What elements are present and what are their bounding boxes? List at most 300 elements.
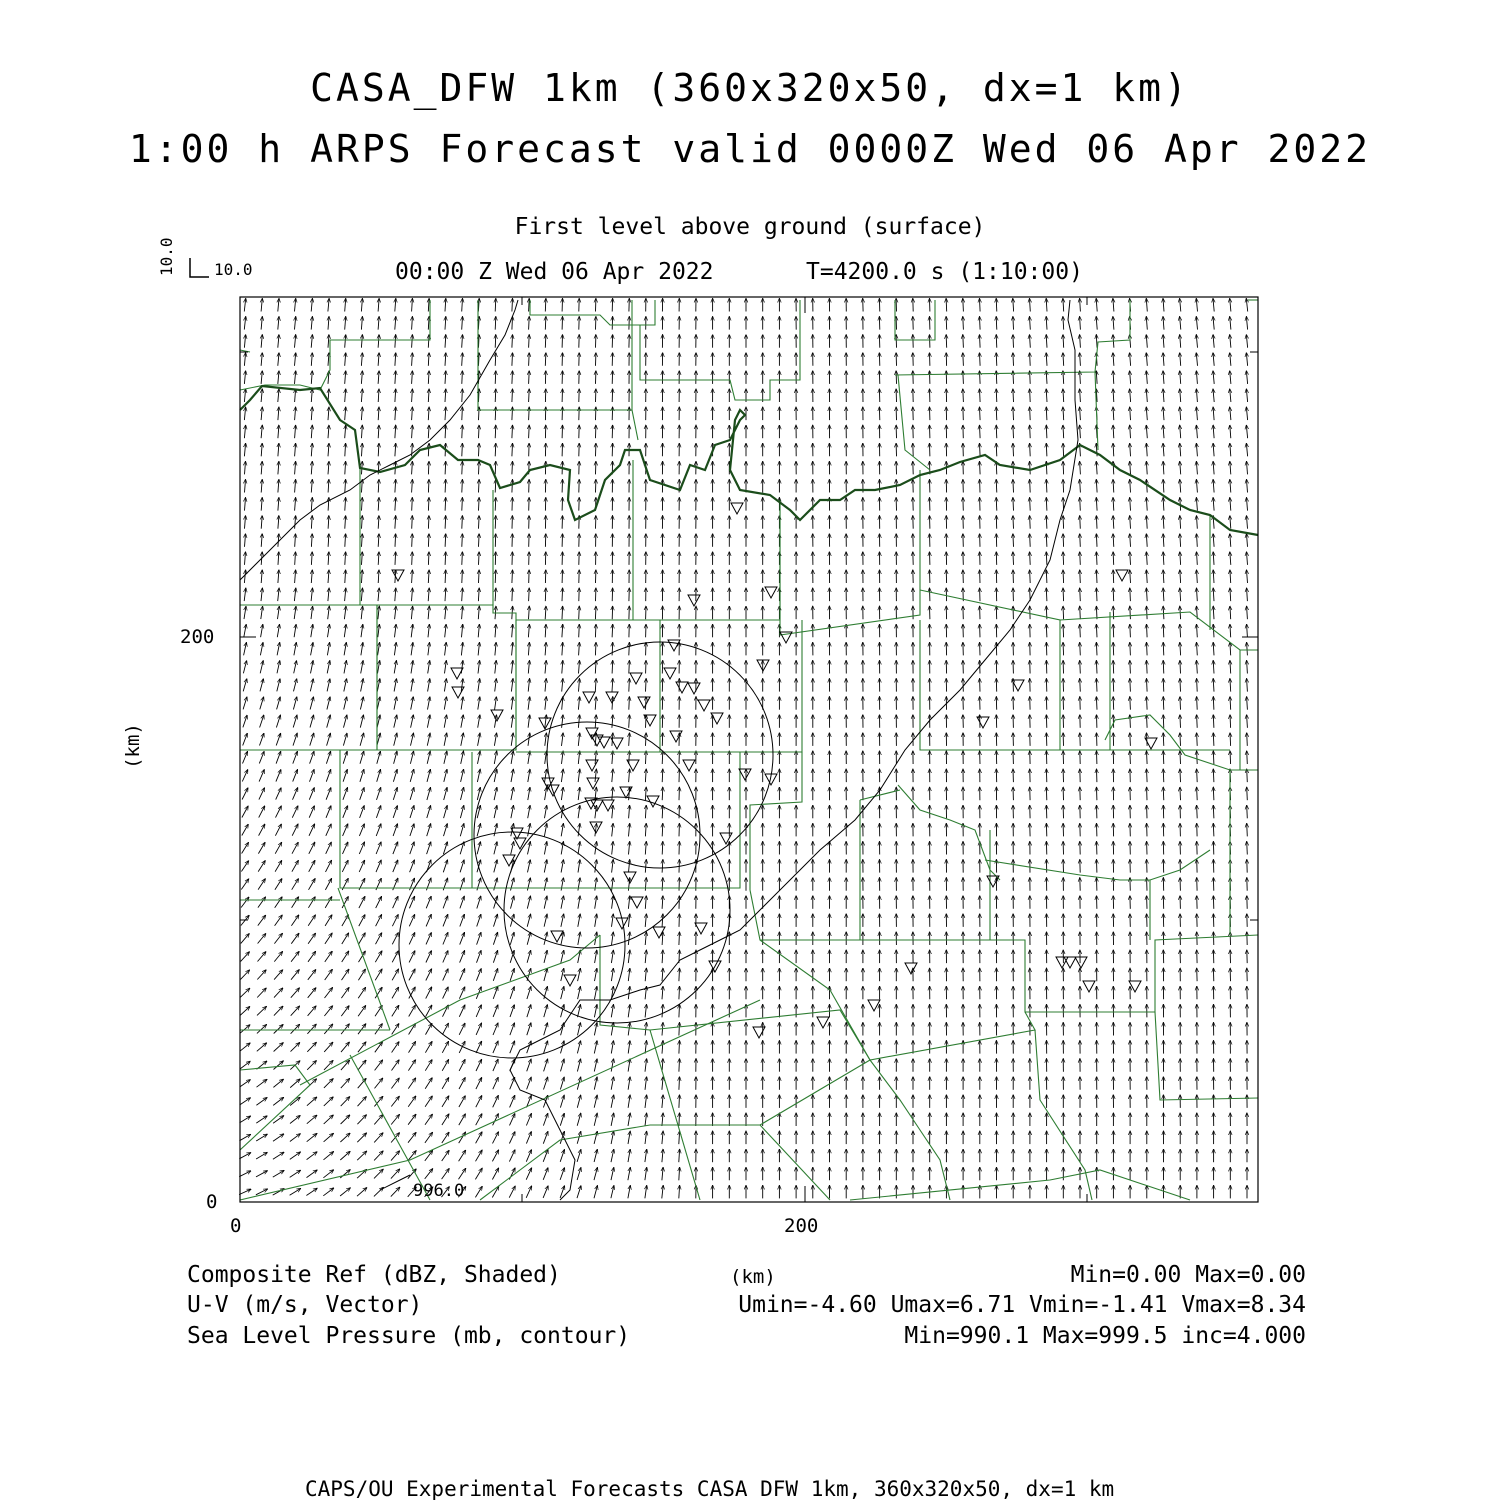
wind-vector (1213, 498, 1214, 511)
wind-vector (361, 407, 362, 420)
wind-vector (412, 425, 413, 438)
wind-vector (578, 769, 580, 782)
wind-vector (1113, 480, 1114, 493)
wind-vector (261, 425, 262, 438)
wind-vector (393, 824, 397, 836)
wind-vector (1080, 642, 1081, 655)
wind-vector (1247, 769, 1248, 782)
wind-vector (1196, 407, 1197, 420)
wind-vector (1113, 299, 1114, 312)
wind-vector (1197, 570, 1198, 583)
wind-vector (528, 642, 529, 655)
wind-vector (646, 733, 647, 746)
wind-vector (328, 353, 329, 366)
wind-vector (544, 1059, 548, 1071)
wind-vector (259, 770, 264, 782)
wind-vector (1163, 697, 1164, 710)
contour-label: 996.0 (413, 1181, 465, 1201)
wind-vector (1063, 552, 1064, 565)
wind-vector (578, 1005, 581, 1018)
wind-vector (1230, 588, 1231, 601)
radar-site-triangle-icon (1064, 957, 1076, 968)
wind-vector (311, 425, 312, 438)
wind-vector (395, 552, 396, 565)
wind-vector (478, 642, 479, 655)
wind-vector (1130, 715, 1131, 728)
wind-vector (340, 1151, 350, 1160)
wind-vector (308, 915, 315, 926)
wind-vector (1030, 570, 1031, 583)
wind-vector (326, 860, 332, 872)
wind-vector (444, 787, 447, 800)
wind-vector (1146, 407, 1147, 420)
wind-vector (1080, 679, 1081, 692)
wind-vector (362, 516, 363, 529)
wind-vector (527, 1077, 532, 1089)
wind-vector (295, 461, 296, 474)
wind-vector (1246, 353, 1247, 366)
wind-vector (1247, 588, 1248, 601)
wind-vector (242, 770, 247, 782)
wind-vector (345, 516, 346, 529)
wind-vector (1180, 353, 1181, 366)
wind-vector (327, 715, 331, 728)
radar-site-triangle-icon (977, 717, 989, 728)
wind-vector (328, 570, 329, 583)
wind-vector (444, 769, 447, 782)
wind-vector (545, 606, 546, 619)
wind-vector (495, 570, 496, 583)
wind-vector (495, 353, 496, 366)
wind-vector (1046, 516, 1047, 529)
wind-vector (278, 389, 279, 402)
wind-vector (428, 335, 429, 348)
wind-vector (527, 914, 530, 927)
wind-vector (1213, 733, 1214, 746)
radar-site-triangle-icon (491, 710, 503, 721)
wind-vector (408, 1060, 415, 1071)
wind-vector (628, 932, 630, 945)
wind-vector (529, 299, 530, 312)
wind-vector (409, 969, 415, 980)
wind-vector (612, 896, 614, 909)
wind-vector (427, 769, 430, 782)
wind-vector (428, 606, 429, 619)
reference-vector-x-label: 10.0 (214, 260, 253, 279)
wind-vector (662, 1167, 663, 1180)
wind-vector (1213, 697, 1214, 710)
wind-vector (461, 787, 464, 800)
legend-stats-reflectivity: Min=0.00 Max=0.00 (1070, 1262, 1306, 1288)
wind-vector (278, 588, 279, 601)
wind-vector (376, 842, 381, 854)
wind-vector (493, 1077, 498, 1089)
wind-vector (443, 951, 448, 963)
wind-vector (345, 588, 346, 601)
wind-vector (1096, 570, 1097, 583)
wind-vector (1180, 516, 1181, 529)
wind-vector (341, 1097, 350, 1106)
wind-vector (561, 950, 564, 963)
wind-vector (594, 1041, 597, 1054)
wind-vector (395, 588, 396, 601)
wind-vector (1030, 299, 1031, 312)
wind-vector (261, 299, 262, 312)
wind-vector (511, 878, 514, 891)
wind-vector (293, 733, 297, 745)
wind-vector (460, 951, 465, 963)
wind-vector (243, 715, 247, 727)
wind-vector (477, 914, 481, 926)
wind-vector (377, 788, 381, 800)
radar-site-triangle-icon (452, 687, 464, 698)
wind-vector (1180, 769, 1181, 782)
wind-vector (594, 1186, 597, 1199)
wind-vector (242, 806, 248, 817)
wind-vector (1230, 642, 1231, 655)
wind-vector (510, 1114, 515, 1126)
wind-vector (290, 1189, 301, 1196)
wind-vector (477, 824, 480, 837)
wind-vector (428, 498, 429, 511)
wind-vector (577, 1168, 581, 1180)
wind-vector (1030, 516, 1031, 529)
wind-vector (512, 461, 513, 474)
wind-vector (1147, 606, 1148, 619)
wind-vector (679, 1077, 680, 1090)
wind-vector (495, 335, 496, 348)
wind-vector (359, 897, 365, 909)
wind-vector (594, 1059, 597, 1072)
wind-vector (308, 1006, 316, 1016)
wind-vector (395, 335, 396, 348)
wind-vector (679, 1167, 680, 1180)
wind-vector (611, 1113, 614, 1126)
wind-vector (245, 552, 246, 565)
wind-vector (1063, 299, 1064, 312)
wind-vector (395, 480, 396, 493)
wind-vector (1180, 407, 1181, 420)
wind-vector (1063, 317, 1064, 330)
wind-vector (462, 461, 463, 474)
wind-vector (345, 317, 346, 330)
wind-vector (1096, 335, 1097, 348)
wind-vector (307, 1115, 317, 1123)
wind-vector (311, 534, 312, 547)
wind-vector (294, 606, 296, 619)
wind-vector (461, 751, 464, 764)
wind-vector (278, 371, 279, 384)
wind-vector (328, 480, 329, 493)
wind-vector (239, 1171, 251, 1177)
radar-site-triangle-icon (731, 503, 743, 514)
wind-vector (679, 1131, 680, 1144)
wind-vector (344, 643, 346, 656)
wind-vector (662, 950, 663, 963)
wind-vector (1113, 570, 1114, 583)
wind-vector (274, 1043, 284, 1052)
wind-vector (309, 879, 316, 890)
wind-vector (544, 914, 547, 927)
wind-vector (495, 661, 496, 674)
wind-vector (1013, 407, 1014, 420)
wind-vector (1030, 335, 1031, 348)
wind-vector (543, 1186, 548, 1198)
wind-vector (461, 769, 464, 782)
wind-vector (545, 751, 547, 764)
wind-vector (408, 1114, 416, 1124)
wind-vector (412, 353, 413, 366)
wind-vector (377, 697, 380, 710)
wind-vector (1147, 715, 1148, 728)
wind-vector (326, 806, 331, 818)
wind-vector (544, 1023, 548, 1035)
wind-vector (646, 697, 647, 710)
wind-vector (375, 951, 382, 962)
wind-vector (462, 299, 463, 312)
wind-vector (963, 299, 964, 312)
wind-vector (562, 751, 564, 764)
wind-vector (245, 534, 246, 547)
wind-vector (1180, 679, 1181, 692)
wind-vector (240, 1061, 250, 1069)
wind-vector (410, 824, 414, 836)
wind-vector (426, 951, 432, 963)
wind-vector (261, 461, 262, 474)
wind-vector (460, 914, 465, 926)
wind-vector (462, 335, 463, 348)
wind-vector (1230, 461, 1231, 474)
wind-vector (326, 770, 330, 782)
wind-vector (261, 371, 262, 384)
wind-vector (1230, 679, 1231, 692)
wind-vector (343, 770, 347, 782)
wind-vector (460, 896, 464, 908)
wind-vector (1147, 697, 1148, 710)
wind-vector (428, 588, 429, 601)
wind-vector (308, 951, 316, 961)
wind-vector (278, 425, 279, 438)
radar-site-triangle-icon (720, 833, 732, 844)
wind-vector (258, 915, 266, 925)
wind-vector (327, 733, 331, 745)
wind-vector (324, 1152, 334, 1160)
wind-vector (1063, 425, 1064, 438)
wind-vector (1197, 516, 1198, 529)
wind-vector (1213, 317, 1214, 330)
wind-vector (408, 1133, 416, 1143)
wind-vector (425, 1114, 432, 1125)
wind-vector (1113, 353, 1114, 366)
wind-vector (1130, 661, 1131, 674)
wind-vector (274, 970, 283, 980)
wind-vector (1146, 498, 1147, 511)
wind-vector (476, 969, 481, 981)
wind-vector (442, 1096, 449, 1107)
wind-vector (462, 570, 463, 583)
wind-vector (646, 679, 647, 692)
wind-vector (493, 1059, 498, 1071)
wind-vector (243, 733, 248, 745)
wind-vector (595, 606, 596, 619)
wind-vector (243, 661, 246, 674)
wind-vector (612, 751, 613, 764)
wind-vector (345, 534, 346, 547)
wind-vector (444, 679, 446, 692)
wind-vector (428, 407, 429, 420)
wind-vector (527, 1059, 531, 1071)
wind-vector (307, 1024, 316, 1034)
wind-vector (645, 968, 646, 981)
wind-vector (1247, 606, 1248, 619)
wind-vector (358, 1006, 366, 1017)
wind-vector (1197, 769, 1198, 782)
wind-vector (360, 715, 363, 728)
radar-site-triangle-icon (1083, 981, 1095, 992)
wind-vector (273, 1116, 284, 1124)
wind-vector (309, 824, 315, 836)
wind-vector (374, 1115, 383, 1125)
wind-vector (479, 516, 480, 529)
wind-vector (328, 317, 329, 330)
wind-vector (459, 1005, 465, 1017)
wind-vector (275, 861, 282, 872)
wind-vector (980, 407, 981, 420)
wind-vector (342, 969, 349, 980)
wind-vector (1080, 534, 1081, 547)
wind-vector (1113, 534, 1114, 547)
wind-vector (278, 516, 279, 529)
wind-vector (1030, 498, 1031, 511)
wind-vector (444, 733, 447, 746)
wind-vector (307, 1170, 318, 1178)
wind-vector (425, 1132, 433, 1143)
wind-vector (1063, 389, 1064, 402)
wind-vector (1080, 606, 1081, 619)
wind-vector (1046, 570, 1047, 583)
wind-vector (1246, 407, 1247, 420)
wind-vector (1046, 317, 1047, 330)
wind-vector (478, 715, 480, 728)
wind-vector (374, 1151, 383, 1160)
wind-vector (628, 1005, 630, 1018)
wind-vector (476, 1078, 482, 1090)
wind-vector (679, 1059, 680, 1072)
wind-vector (495, 425, 496, 438)
wind-vector (1030, 480, 1031, 493)
wind-vector (645, 896, 646, 909)
wind-vector (1196, 461, 1197, 474)
wind-vector (1163, 299, 1164, 312)
wind-vector (1196, 498, 1197, 511)
wind-vector (594, 1149, 597, 1162)
wind-vector (411, 697, 414, 710)
wind-vector (1130, 624, 1131, 637)
wind-vector (425, 1151, 433, 1161)
wind-vector (307, 1152, 317, 1160)
wind-vector (662, 805, 663, 818)
wind-vector (479, 552, 480, 565)
wind-vector (545, 697, 546, 710)
wind-vector (528, 715, 530, 728)
wind-vector (360, 751, 364, 763)
wind-vector (443, 969, 448, 981)
wind-vector (560, 1168, 564, 1180)
wind-vector-field (239, 299, 1248, 1199)
wind-vector (442, 1132, 449, 1143)
wind-vector (1146, 534, 1147, 547)
wind-vector (325, 879, 331, 890)
wind-vector (1246, 371, 1247, 384)
wind-vector (1230, 389, 1231, 402)
wind-vector (493, 1096, 499, 1108)
wind-vector (511, 769, 513, 782)
wind-vector (277, 679, 280, 692)
wind-vector (361, 624, 363, 637)
wind-vector (362, 552, 363, 565)
wind-vector (459, 1168, 466, 1179)
wind-vector (578, 914, 580, 927)
wind-vector (1180, 570, 1181, 583)
wind-vector (428, 461, 429, 474)
wind-vector (1163, 642, 1164, 655)
wind-vector (980, 353, 981, 366)
forecast-time-label: T=4200.0 s (1:10:00) (806, 259, 1083, 285)
wind-vector (258, 952, 266, 962)
wind-vector (309, 860, 315, 871)
wind-vector (629, 751, 630, 764)
wind-vector (362, 443, 363, 456)
wind-vector (240, 1043, 250, 1051)
wind-vector (311, 389, 312, 402)
wind-vector (307, 1134, 317, 1142)
wind-vector (510, 1077, 515, 1089)
wind-vector (239, 1189, 251, 1194)
wind-vector (345, 407, 346, 420)
wind-vector (378, 570, 379, 583)
wind-vector (428, 299, 429, 312)
wind-vector (1213, 570, 1214, 583)
wind-vector (512, 661, 513, 674)
legend-stats-wind: Umin=-4.60 Umax=6.71 Vmin=-1.41 Vmax=8.34 (738, 1292, 1306, 1318)
wind-vector (1196, 371, 1197, 384)
wind-vector (376, 860, 381, 872)
wind-vector (512, 588, 513, 601)
wind-vector (545, 624, 546, 637)
wind-vector (442, 1078, 449, 1089)
reference-vector-y-label: 10.0 (157, 237, 176, 276)
wind-vector (1147, 769, 1148, 782)
wind-vector (442, 1114, 449, 1125)
wind-vector (328, 461, 329, 474)
radar-site-triangle-icon (1116, 570, 1128, 581)
wind-vector (512, 480, 513, 493)
wind-vector (1230, 317, 1231, 330)
wind-vector (344, 606, 346, 619)
wind-vector (1247, 842, 1248, 855)
wind-vector (412, 389, 413, 402)
wind-vector (577, 1113, 581, 1126)
wind-vector (479, 407, 480, 420)
wind-vector (278, 353, 279, 366)
wind-vector (611, 1149, 614, 1162)
wind-vector (544, 1077, 548, 1089)
radar-site-triangle-icon (587, 778, 599, 789)
wind-vector (662, 787, 663, 800)
wind-vector (378, 389, 379, 402)
wind-vector (290, 1134, 300, 1142)
wind-vector (1197, 697, 1198, 710)
